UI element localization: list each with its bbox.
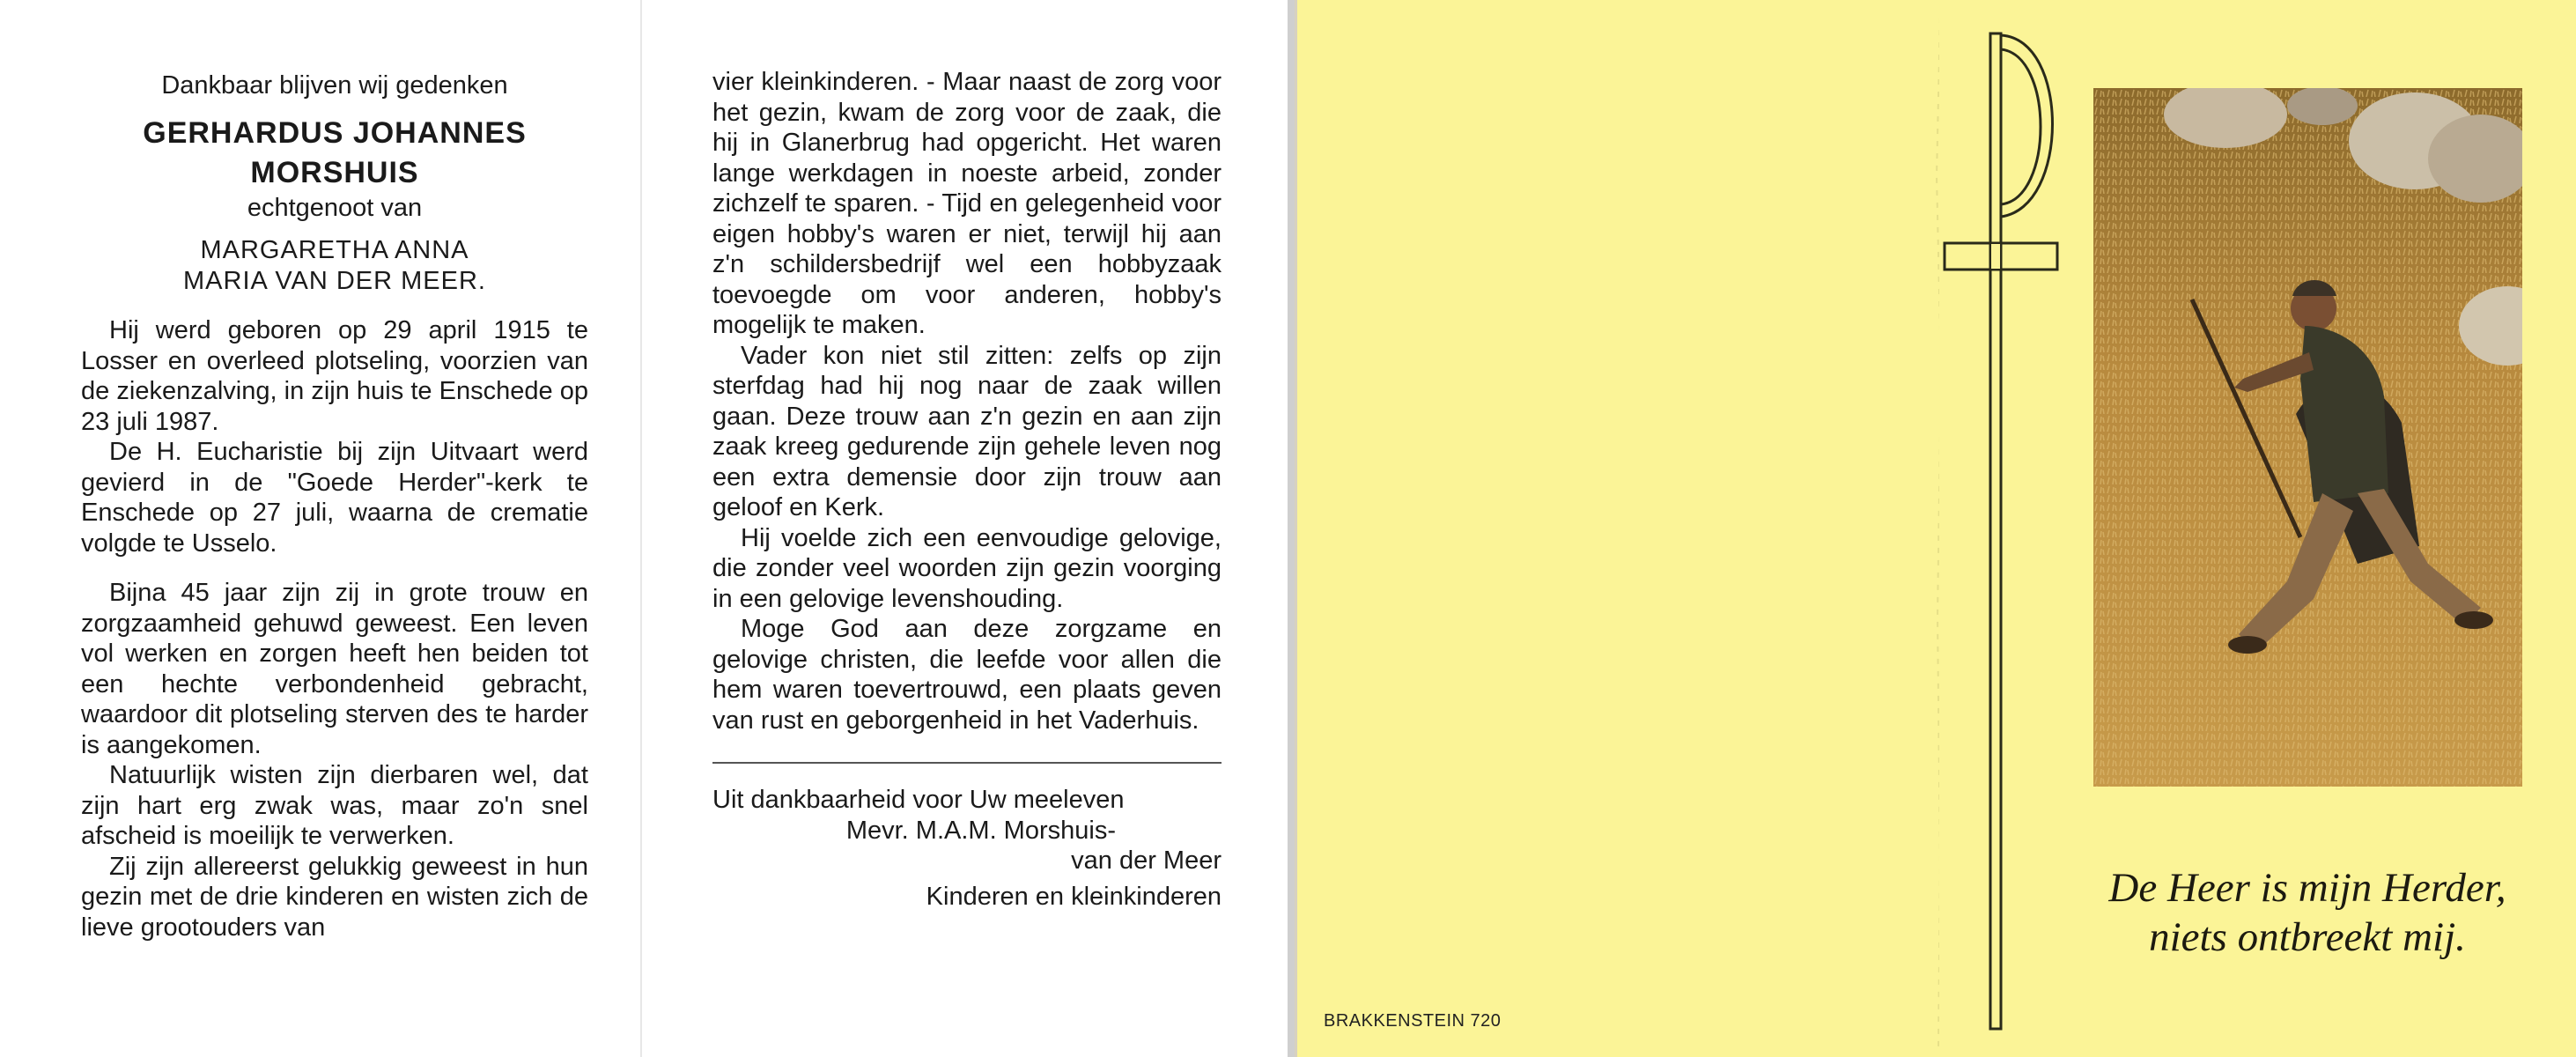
- thanks-line: Uit dankbaarheid voor Uw meeleven: [712, 786, 1125, 814]
- spouse-name-line1: MARGARETHA ANNA: [200, 236, 469, 264]
- motto-line2: niets ontbreekt mij.: [2149, 914, 2466, 960]
- paragraph-prayer: Moge God aan deze zorgzame en gelovige christen, die leefde voor allen die hem waren toevertrouwd, een plaats geven van rust en geborgenheid in het Vaderhuis.: [712, 615, 1222, 735]
- motto-line1: De Heer is mijn Herder,: [2108, 865, 2506, 911]
- shepherd-photo: [2093, 88, 2522, 787]
- divider-rule: [712, 762, 1222, 764]
- publisher-mark: BRAKKENSTEIN 720: [1324, 1011, 1502, 1031]
- paragraph-father: Vader kon niet stil zitten: zelfs op zijn sterfdag had hij nog naar de zaak willen gaan. Deze trouw aan z'n gezin en aan zijn zaak kreeg gedurende zijn gehele leven nog een extra demensie door zijn trouw aan geloof en Kerk.: [712, 341, 1222, 521]
- chi-rho-cross-icon: [1938, 32, 2070, 1036]
- obituary-text-right: [712, 67, 1222, 912]
- deceased-name-line2: MORSHUIS: [250, 155, 419, 189]
- inner-right-page: [640, 0, 1288, 1057]
- paragraph-work: vier kleinkinderen. - Maar naast de zorg voor het gezin, kwam de zorg voor de zaak, die hij in Glanerbrug had opgericht. Het waren lange werkdagen in noeste arbeid, zonder zichzelf te sparen. - Tijd en gelegenheid voor eigen hobby's waren er niet, terwijl hij aan z'n schildersbedrijf wel een hobbyzaak toevoegde om voor anderen, hobby's mogelijk te maken.: [712, 68, 1222, 339]
- intro-line: Dankbaar blijven wij gedenken: [161, 71, 508, 100]
- signature-line1: Mevr. M.A.M. Morshuis-: [845, 816, 1116, 845]
- paragraph-family: Zij zijn allereerst gelukkig geweest in hun gezin met de drie kinderen en wisten zich de lieve grootouders van: [81, 852, 588, 942]
- card-fold-edge: [1288, 0, 1295, 1057]
- deceased-name-line1: GERHARDUS JOHANNES: [143, 115, 527, 150]
- spouse-intro: echtgenoot van: [247, 193, 423, 222]
- paragraph-birth-death: Hij werd geboren op 29 april 1915 te Losser en overleed plotseling, voorzien van de ziekenzalving, in zijn huis te Enschede op 23 juli 1987.: [81, 316, 588, 436]
- paragraph-marriage: Bijna 45 jaar zijn zij in grote trouw en zorgzaamheid gehuwd geweest. Een leven vol werken en zorgen heeft hen beiden tot een hechte verbondenheid gebracht, waardoor dit plotseling sterven des te harder is aangekomen.: [81, 579, 588, 759]
- back-cover: [1295, 0, 1939, 1057]
- spouse-name-line2: MARIA VAN DER MEER.: [183, 266, 486, 295]
- paragraph-heart: Natuurlijk wisten zijn dierbaren wel, dat zijn hart erg zwak was, maar zo'n snel afscheid is moeilijk te verwerken.: [81, 761, 588, 850]
- paragraph-funeral: De H. Eucharistie bij zijn Uitvaart werd gevierd in de "Goede Herder"-kerk te Enschede op 27 juli, waarna de crematie volgde te Usselo.: [81, 438, 588, 558]
- signature-line2: van der Meer: [1071, 846, 1222, 875]
- paragraph-faith: Hij voelde zich een eenvoudige gelovige, die zonder veel woorden zijn gezin voorging in een gelovige levenshouding.: [712, 523, 1222, 613]
- obituary-text-left: [81, 70, 588, 942]
- inner-left-page: [0, 0, 640, 1057]
- signature-line3: Kinderen en kleinkinderen: [926, 882, 1222, 911]
- cover-motto: [2078, 863, 2536, 962]
- fold-crease: [1297, 0, 1942, 1057]
